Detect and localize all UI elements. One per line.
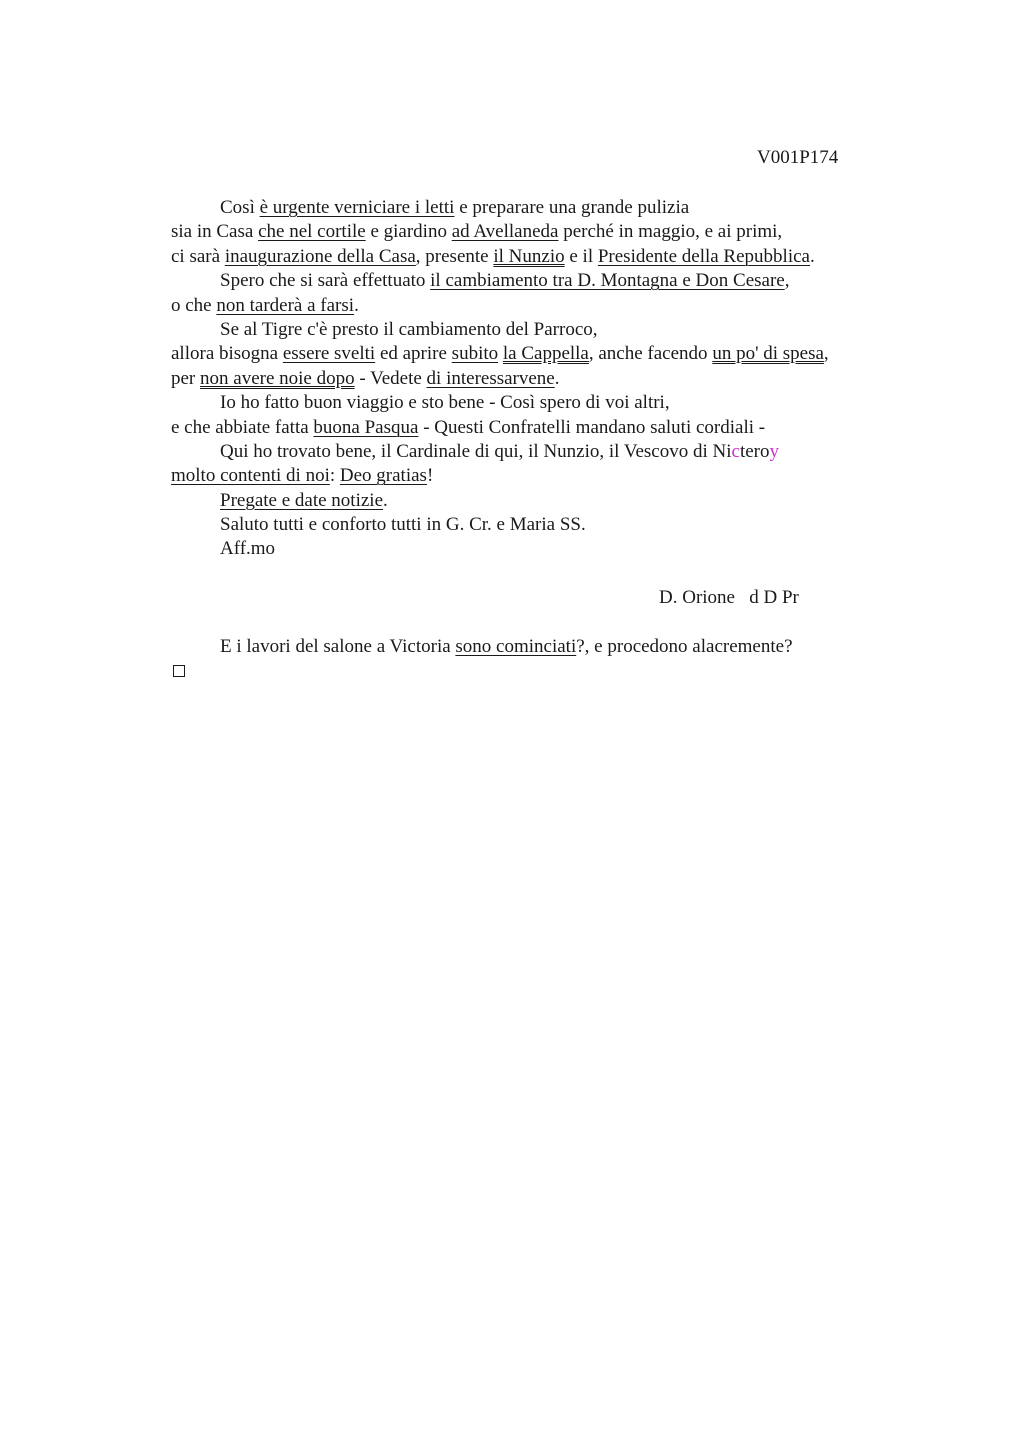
spacer (171, 611, 931, 635)
letter-line: per non avere noie dopo - Vedete di interessarvene. (171, 367, 560, 389)
letter-line: Saluto tutti e conforto tutti in G. Cr. e Maria SS. (220, 514, 586, 536)
spacer (171, 562, 931, 586)
letter-body (171, 196, 931, 684)
correction-mark: c (731, 440, 740, 462)
letter-line: Se al Tigre c'è presto il cambiamento del Parroco, (220, 318, 598, 340)
checkbox-row (171, 659, 931, 683)
letter-line: o che non tarderà a farsi. (171, 294, 359, 316)
letter-line: allora bisogna essere svelti ed aprire subito la Cappella, anche facendo un po' di spesa, (171, 343, 829, 365)
letter-line: molto contenti di noi: Deo gratias! (171, 465, 434, 487)
letter-line: Così è urgente verniciare i letti e preparare una grande pulizia (220, 197, 690, 218)
letter-line: Io ho fatto buon viaggio e sto bene - Così spero di voi altri, (220, 392, 670, 414)
correction-mark: y (769, 440, 779, 462)
letter-line: sia in Casa che nel cortile e giardino ad Avellaneda perché in maggio, e ai primi, (171, 221, 783, 243)
closing: Aff.mo (220, 538, 276, 560)
letter-line: ci sarà inaugurazione della Casa, presente il Nunzio e il Presidente della Repubblica. (171, 245, 815, 267)
letter-line: Spero che si sarà effettuato il cambiamento tra D. Montagna e Don Cesare, (220, 270, 790, 292)
postscript: E i lavori del salone a Victoria sono cominciati?, e procedono alacremente? (220, 636, 793, 658)
page-code: V001P174 (757, 147, 839, 168)
letter-line: Qui ho trovato bene, il Cardinale di qui, il Nunzio, il Vescovo di Nicteroy (220, 440, 779, 462)
signature: D. Orione d D Pr (659, 587, 799, 609)
checkbox-icon (173, 665, 185, 677)
letter-line: e che abbiate fatta buona Pasqua - Questi Confratelli mandano saluti cordiali - (171, 416, 766, 438)
letter-line: Pregate e date notizie. (220, 489, 388, 511)
